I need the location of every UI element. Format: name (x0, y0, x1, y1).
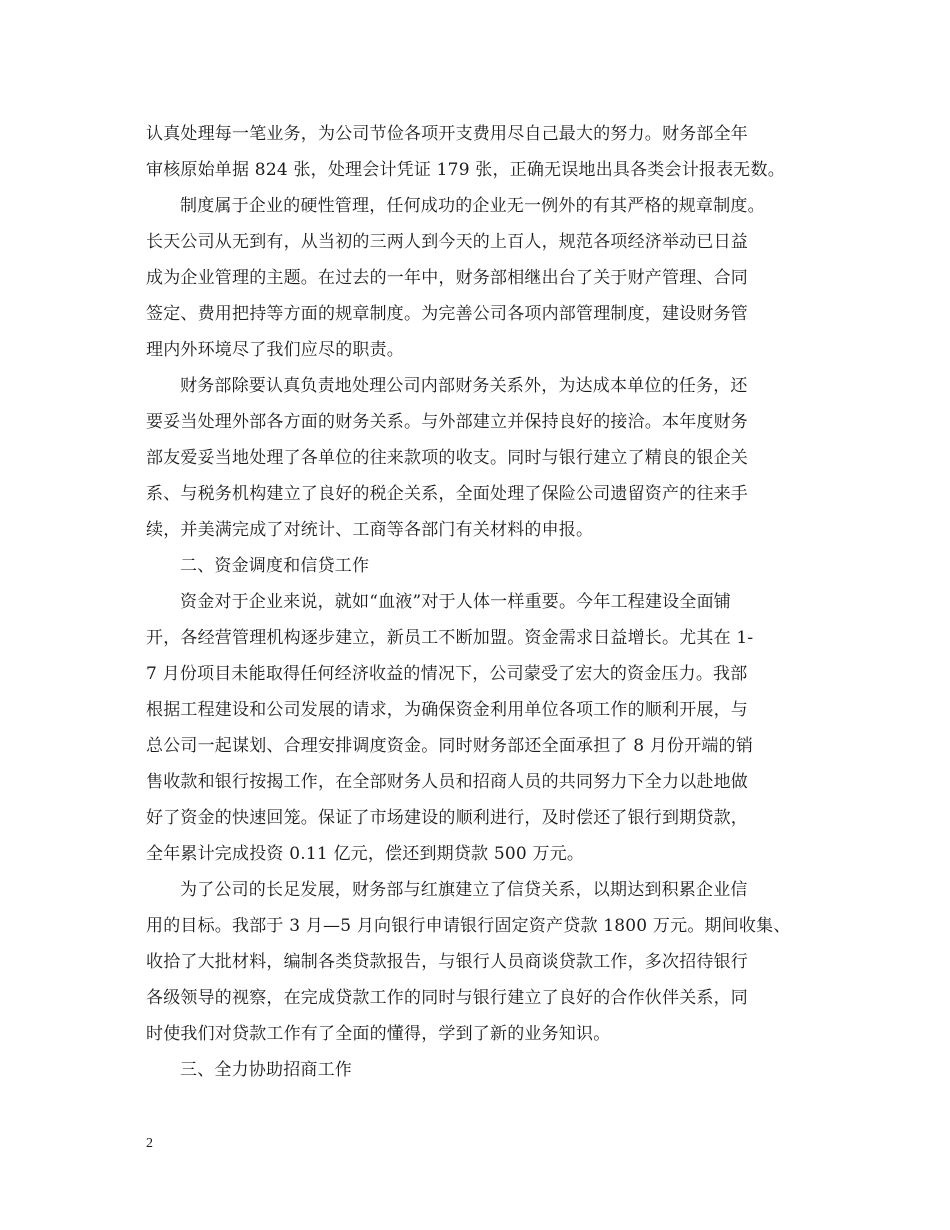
text-line: 续，并美满完成了对统计、工商等各部门有关材料的申报。 (146, 520, 594, 540)
text-line: 全年累计完成投资 0.11 亿元，偿还到期贷款 500 万元。 (146, 844, 585, 864)
text-line: 收拾了大批材料，编制各类贷款报告，与银行人员商谈贷款工作，多次招待银行 (146, 952, 748, 972)
text-line: 开，各经营管理机构逐步建立，新员工不断加盟。资金需求日益增长。尤其在 1- (146, 628, 754, 648)
text-line: 部友爱妥当地处理了各单位的往来款项的收支。同时与银行建立了精良的银企关 (146, 448, 748, 468)
text-line: 签定、费用把持等方面的规章制度。为完善公司各项内部管理制度，建设财务管 (146, 304, 748, 324)
text-line: 要妥当处理外部各方面的财务关系。与外部建立并保持良好的接洽。本年度财务 (146, 412, 748, 432)
text-line: 资金对于企业来说，就如“血液”对于人体一样重要。今年工程建设全面铺 (180, 592, 731, 612)
text-line: 审核原始单据 824 张，处理会计凭证 179 张，正确无误地出具各类会计报表无数。 (146, 160, 785, 180)
text-line: 时使我们对贷款工作有了全面的懂得，学到了新的业务知识。 (146, 1024, 611, 1044)
text-line: 售收款和银行按揭工作，在全部财务人员和招商人员的共同努力下全力以赴地做 (146, 772, 748, 792)
text-line: 7 月份项目未能取得任何经济收益的情况下，公司蒙受了宏大的资金压力。我部 (146, 664, 748, 684)
text-line: 用的目标。我部于 3 月—5 月向银行申请银行固定资产贷款 1800 万元。期间收集、 (146, 916, 791, 936)
text-line: 制度属于企业的硬性管理，任何成功的企业无一例外的有其严格的规章制度。 (180, 196, 765, 216)
text-line: 系、与税务机构建立了良好的税企关系，全面处理了保险公司遗留资产的往来手 (146, 484, 748, 504)
page-number: 2 (146, 1136, 153, 1151)
text-line: 根据工程建设和公司发展的请求，为确保资金利用单位各项工作的顺利开展，与 (146, 700, 748, 720)
text-line: 认真处理每一笔业务，为公司节俭各项开支费用尽自己最大的努力。财务部全年 (146, 124, 748, 144)
text-line: 各级领导的视察，在完成贷款工作的同时与银行建立了良好的合作伙伴关系，同 (146, 988, 748, 1008)
text-line: 成为企业管理的主题。在过去的一年中，财务部相继出台了关于财产管理、合同 (146, 268, 748, 288)
text-line: 总公司一起谋划、合理安排调度资金。同时财务部还全面承担了 8 月份开端的销 (146, 736, 754, 756)
section-heading: 二、资金调度和信贷工作 (180, 556, 370, 576)
text-line: 财务部除要认真负责地处理公司内部财务关系外，为达成本单位的任务，还 (180, 376, 748, 396)
text-line: 好了资金的快速回笼。保证了市场建设的顺利进行，及时偿还了银行到期贷款， (146, 808, 748, 828)
text-line: 理内外环境尽了我们应尽的职责。 (146, 340, 404, 360)
text-line: 长天公司从无到有，从当初的三两人到今天的上百人，规范各项经济举动已日益 (146, 232, 748, 252)
section-heading: 三、全力协助招商工作 (180, 1060, 352, 1080)
text-line: 为了公司的长足发展，财务部与红旗建立了信贷关系，以期达到积累企业信 (180, 880, 748, 900)
body-text (146, 116, 810, 1088)
